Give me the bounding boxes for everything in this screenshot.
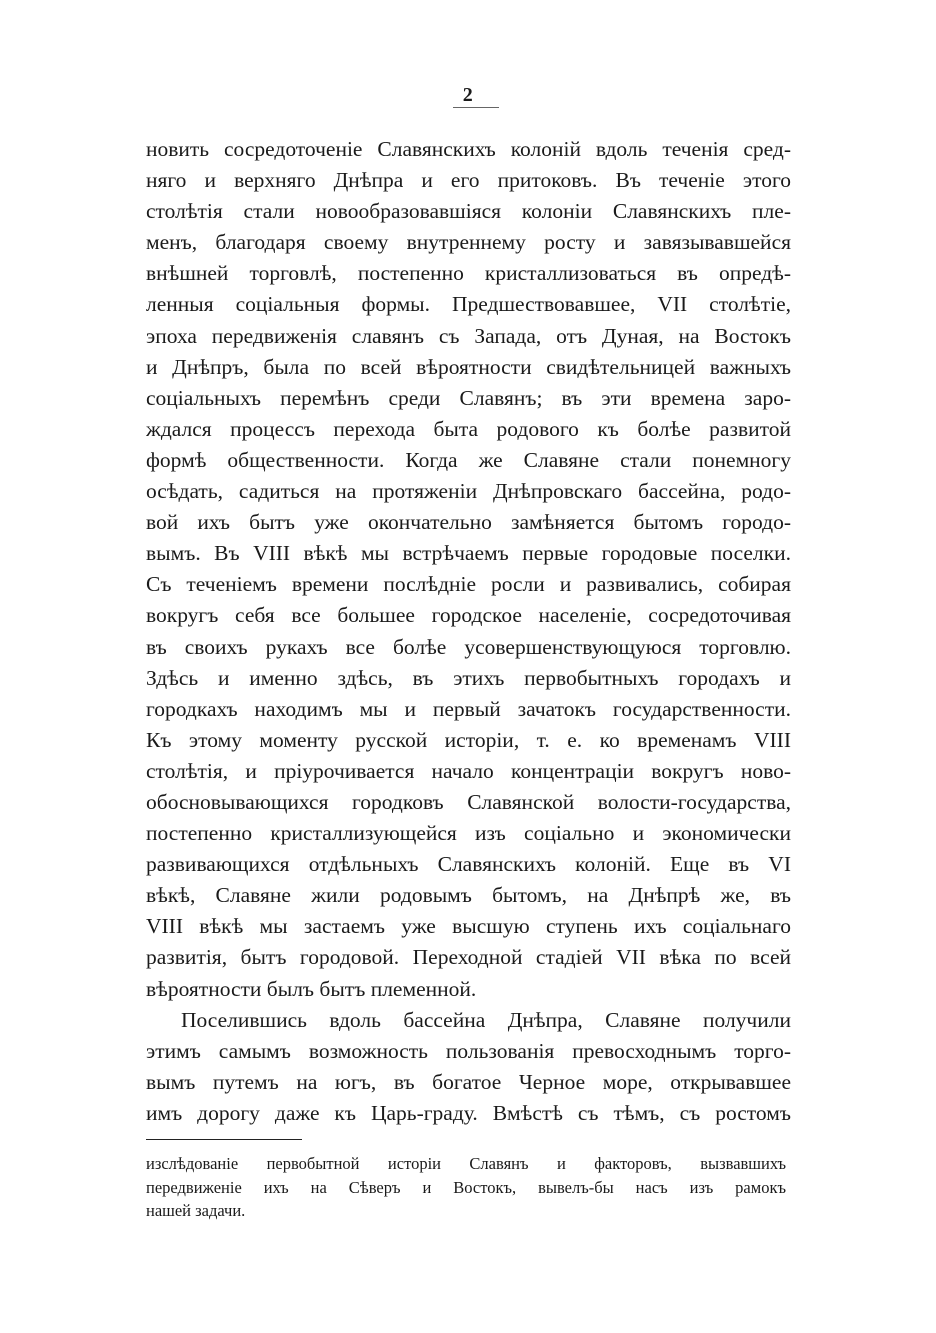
text-line: вой ихъ бытъ уже окончательно замѣняется бытомъ городо- [146, 510, 791, 535]
text-line: эпоха передвиженія славянъ съ Запада, отъ Дуная, на Востокъ [146, 323, 791, 348]
text-line: осѣдать, садиться на протяженіи Днѣпровскаго бассейна, родо- [146, 479, 791, 504]
text-line: развивающихся отдѣльныхъ Славянскихъ колоній. Еще въ VI [146, 852, 791, 877]
footnote-line: изслѣдованіе первобытной исторіи Славянъ и факторовъ, вызвавшихъ [146, 1154, 786, 1173]
footnote [146, 1152, 786, 1223]
text-line: няго и верхняго Днѣпра и его притоковъ. Въ теченіе этого [146, 168, 791, 193]
text-line: вокругъ себя все большее городское населеніе, сосредоточивая [146, 603, 791, 628]
text-line: вѣкѣ, Славяне жили родовымъ бытомъ, на Днѣпрѣ же, въ [146, 883, 791, 908]
footnote-line: нашей задачи. [146, 1201, 246, 1220]
text-line: постепенно кристаллизующейся изъ соціально и экономически [146, 821, 791, 846]
text-line: имъ дорогу даже къ Царь-граду. Вмѣстѣ съ тѣмъ, съ ростомъ [146, 1100, 791, 1125]
text-line: Поселившись вдоль бассейна Днѣпра, Славяне получили [181, 1007, 791, 1032]
text-line: вѣроятности былъ бытъ племенной. [146, 976, 477, 1001]
footnote-separator [146, 1139, 302, 1140]
text-line: соціальныхъ перемѣнъ среди Славянъ; въ эти времена заро- [146, 385, 791, 410]
text-line: Къ этому моменту русской исторіи, т. е. ко временамъ VIII [146, 727, 791, 752]
text-line: въ своихъ рукахъ все болѣе усовершенствующуюся торговлю. [146, 634, 791, 659]
text-line: VIII вѣкѣ мы застаемъ уже высшую ступень ихъ соціальнаго [146, 914, 791, 939]
text-line: менъ, благодаря своему внутреннему росту и завязывавшейся [146, 230, 791, 255]
text-line: новить сосредоточеніе Славянскихъ колоній вдоль теченія сред- [146, 137, 791, 161]
text-line: обосновывающихся городковъ Славянской волости-государства, [146, 789, 791, 814]
page-number: 2 [462, 84, 474, 106]
text-line: столѣтія, и пріурочивается начало концентраціи вокругъ ново- [146, 758, 791, 783]
text-line: столѣтія стали новообразовавшіяся колоніи Славянскихъ пле- [146, 199, 791, 224]
body-text [146, 134, 791, 1129]
text-line: формѣ общественности. Когда же Славяне стали понемногу [146, 447, 791, 472]
text-line: и Днѣпръ, была по всей вѣроятности свидѣтельницей важныхъ [146, 354, 791, 379]
paragraph-1 [146, 134, 791, 1005]
paragraph-2 [146, 1005, 791, 1129]
text-line: городкахъ находимъ мы и первый зачатокъ государственности. [146, 696, 791, 721]
footnote-line: передвиженіе ихъ на Сѣверъ и Востокъ, вывелъ-бы насъ изъ рамокъ [146, 1177, 786, 1197]
text-line: внѣшней торговлѣ, постепенно кристаллизоваться въ опредѣ- [146, 261, 791, 286]
text-line: ждался процессъ перехода быта родового къ болѣе развитой [146, 416, 791, 441]
text-line: Съ теченіемъ времени послѣдніе росли и развивались, собирая [146, 572, 791, 597]
text-line: ленныя соціальныя формы. Предшествовавшее, VII столѣтіе, [146, 292, 791, 317]
text-line: Здѣсь и именно здѣсь, въ этихъ первобытныхъ городахъ и [146, 665, 791, 690]
text-line: развитія, бытъ городовой. Переходной стадіей VII вѣка по всей [146, 945, 791, 970]
text-line: вымъ путемъ на югъ, въ богатое Черное море, открывавшее [146, 1069, 791, 1094]
text-line: этимъ самымъ возможность пользованія превосходнымъ торго- [146, 1038, 791, 1063]
page-number-rule [453, 107, 499, 108]
text-line: вымъ. Въ VIII вѣкѣ мы встрѣчаемъ первые городовые поселки. [146, 541, 791, 566]
